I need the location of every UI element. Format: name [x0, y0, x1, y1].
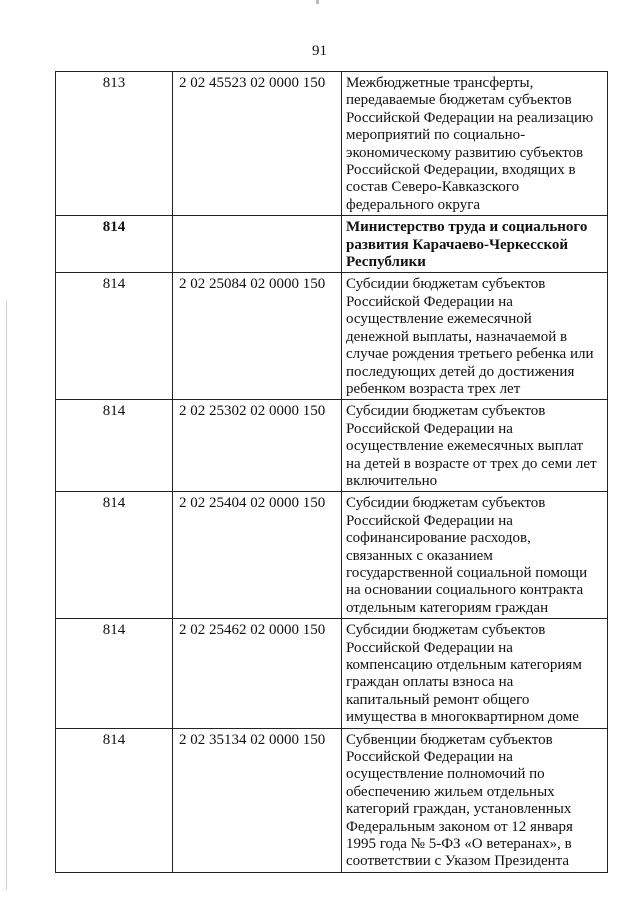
- table-row: [56, 728, 608, 872]
- name-line: ребенком возраста трех лет: [346, 380, 521, 397]
- revenue-name-cell: [342, 72, 608, 216]
- name-line: развития Карачаево-Черкесской: [346, 236, 569, 253]
- admin-code-cell: 813: [56, 72, 173, 216]
- table-row: [56, 72, 608, 216]
- name-line: на основании социального контракта: [346, 582, 584, 599]
- name-line: осуществление ежемесячной: [346, 311, 532, 328]
- name-line: денежной выплаты, назначаемой в: [346, 328, 568, 345]
- admin-code-cell: 814: [56, 216, 173, 273]
- name-line: состав Северо-Кавказского: [346, 179, 520, 196]
- revenue-name-cell: [342, 492, 608, 619]
- name-line: Российской Федерации на: [346, 512, 513, 529]
- budget-classification-table: [55, 71, 608, 873]
- revenue-name-cell: [342, 619, 608, 728]
- scan-edge-line: [6, 300, 7, 890]
- name-line: связанных с оказанием: [346, 547, 493, 564]
- name-line: Российской Федерации на: [346, 639, 513, 656]
- name-line: Субсидии бюджетам субъектов: [346, 495, 546, 512]
- name-line: категорий граждан, установленных: [346, 801, 572, 818]
- name-line: Субвенции бюджетам субъектов: [346, 731, 553, 748]
- name-line: капитальный ремонт общего: [346, 691, 530, 708]
- name-line: компенсацию отдельным категориям: [346, 657, 582, 673]
- name-line: экономическому развитию субъектов: [346, 144, 584, 161]
- name-line: имущества в многоквартирном доме: [346, 709, 579, 726]
- table-body: [56, 72, 608, 873]
- table-row: [56, 216, 608, 273]
- name-line: Субсидии бюджетам субъектов: [346, 622, 546, 639]
- admin-code-cell: 814: [56, 728, 173, 872]
- revenue-code-cell: 2 02 45523 02 0000 150: [173, 72, 342, 216]
- page-number: 91: [312, 43, 327, 59]
- name-line: на детей в возрасте от трех до семи лет: [346, 455, 597, 472]
- revenue-code-cell: 2 02 25302 02 0000 150: [173, 400, 342, 492]
- admin-code-cell: 814: [56, 492, 173, 619]
- name-line: передаваемые бюджетам субъектов: [346, 92, 572, 109]
- name-line: Министерство труда и социального: [346, 219, 588, 236]
- name-line: Российской Федерации, входящих в: [346, 162, 576, 179]
- admin-code-cell: 814: [56, 619, 173, 728]
- name-line: граждан оплаты взноса на: [346, 674, 514, 691]
- name-line: Российской Федерации на: [346, 749, 513, 766]
- name-line: отдельным категориям граждан: [346, 599, 549, 616]
- admin-code-cell: 814: [56, 400, 173, 492]
- revenue-name-cell: [342, 400, 608, 492]
- name-line: Российской Федерации на: [346, 420, 513, 437]
- name-line: Федеральным законом от 12 января: [346, 818, 573, 835]
- table-row: [56, 619, 608, 728]
- name-line: осуществление ежемесячных выплат: [346, 438, 584, 455]
- name-line: Субсидии бюджетам субъектов: [346, 276, 546, 293]
- revenue-code-cell: 2 02 25084 02 0000 150: [173, 273, 342, 400]
- admin-code-cell: 814: [56, 273, 173, 400]
- name-line: Субсидии бюджетам субъектов: [346, 403, 546, 420]
- revenue-name-cell: [342, 728, 608, 872]
- name-line: Республики: [346, 254, 426, 271]
- name-line: 1995 года № 5-ФЗ «О ветеранах», в: [346, 836, 572, 853]
- name-line: Межбюджетные трансферты,: [346, 75, 534, 91]
- revenue-name-cell: [342, 216, 608, 273]
- name-line: обеспечению жильем отдельных: [346, 783, 555, 800]
- name-line: софинансирование расходов,: [346, 530, 531, 547]
- name-line: мероприятий по социально-: [346, 127, 526, 144]
- revenue-code-cell: 2 02 25404 02 0000 150: [173, 492, 342, 619]
- name-line: случае рождения третьего ребенка или: [346, 346, 594, 363]
- name-line: последующих детей до достижения: [346, 363, 575, 380]
- table-row: [56, 492, 608, 619]
- revenue-code-cell: [173, 216, 342, 273]
- name-line: включительно: [346, 472, 438, 489]
- revenue-code-cell: 2 02 25462 02 0000 150: [173, 619, 342, 728]
- scan-mark: [316, 0, 319, 4]
- revenue-name-cell: [342, 273, 608, 400]
- name-line: государственной социальной помощи: [346, 564, 588, 581]
- revenue-code-cell: 2 02 35134 02 0000 150: [173, 728, 342, 872]
- name-line: федерального округа: [346, 196, 481, 213]
- table-row: [56, 273, 608, 400]
- name-line: соответствии с Указом Президента: [346, 853, 570, 870]
- name-line: Российской Федерации на: [346, 293, 513, 310]
- table-row: [56, 400, 608, 492]
- name-line: Российской Федерации на реализацию: [346, 109, 594, 126]
- name-line: осуществление полномочий по: [346, 766, 545, 783]
